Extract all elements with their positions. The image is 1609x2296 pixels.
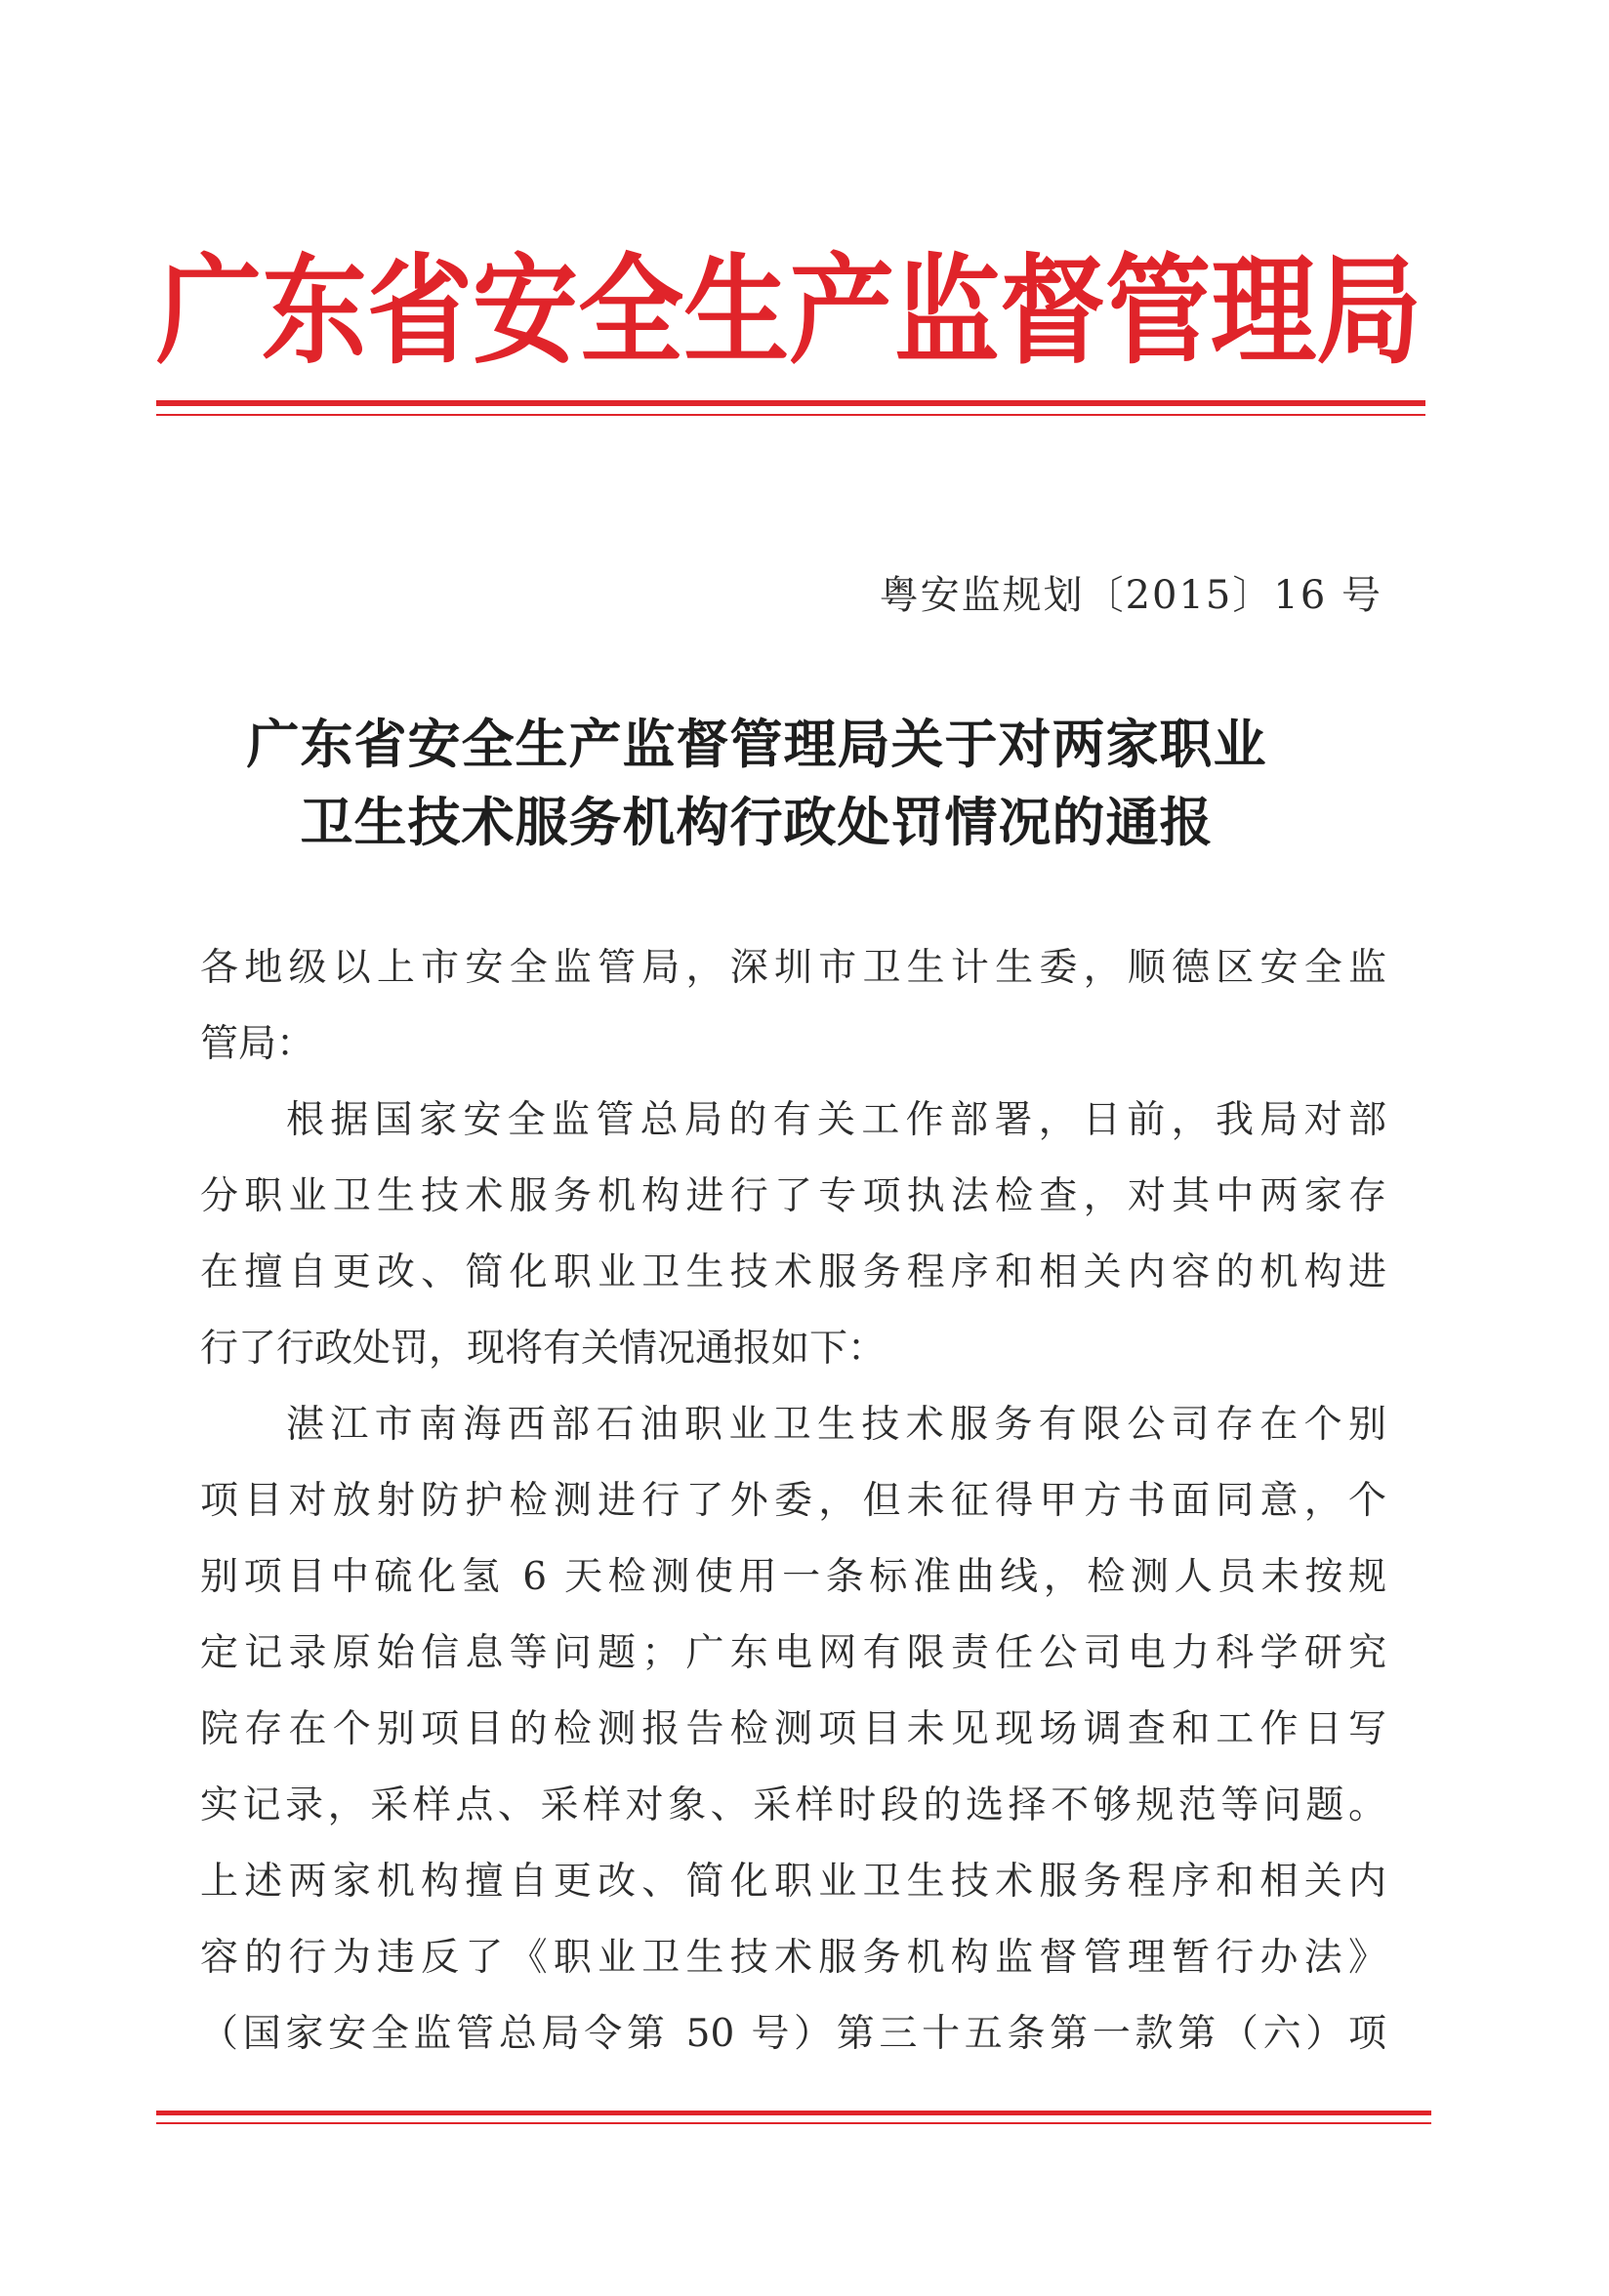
letterhead-char: 局 [1316,243,1423,381]
letterhead-char: 产 [789,243,895,381]
letterhead-char: 生 [683,243,790,381]
paragraph-line: 行了行政处罚，现将有关情况通报如下： [200,1327,887,1371]
paragraph-line: 院存在个别项目的检测报告检测项目未见现场调查和工作日写 [200,1707,1386,1751]
paragraph-line: 在擅自更改、简化职业卫生技术服务程序和相关内容的机构进 [200,1250,1386,1294]
salutation-line: 各地级以上市安全监管局，深圳市卫生计生委，顺德区安全监 [200,946,1386,990]
document-title-line-1: 广东省安全生产监督管理局关于对两家职业 [246,713,1267,775]
footer-divider-thin [156,2122,1431,2124]
document-title-line-2: 卫生技术服务机构行政处罚情况的通报 [300,791,1214,853]
paragraph-line: 分职业卫生技术服务机构进行了专项执法检查，对其中两家存 [200,1174,1386,1218]
letterhead-char: 全 [578,243,684,381]
document-number: 粤安监规划〔2015〕16 号 [879,573,1382,618]
paragraph-line: 别项目中硫化氢 6 天检测使用一条标准曲线，检测人员未按规 [200,1555,1386,1599]
header-divider-thick [156,400,1425,406]
paragraph-line: 上述两家机构擅自更改、简化职业卫生技术服务程序和相关内 [200,1860,1386,1904]
paragraph-line: 湛江市南海西部石油职业卫生技术服务有限公司存在个别 [286,1403,1386,1447]
letterhead-char: 省 [367,243,474,381]
letterhead-char: 安 [473,243,579,381]
paragraph-line: 实记录，采样点、采样对象、采样时段的选择不够规范等问题。 [200,1784,1386,1827]
paragraph-line: 根据国家安全监管总局的有关工作部署，日前，我局对部 [286,1098,1386,1142]
paragraph-line: （国家安全监管总局令第 50 号）第三十五条第一款第（六）项 [200,2012,1386,2056]
paragraph-line: 定记录原始信息等问题；广东电网有限责任公司电力科学研究 [200,1631,1386,1675]
letterhead-char: 督 [1000,243,1106,381]
paragraph-line: 容的行为违反了《职业卫生技术服务机构监督管理暂行办法》 [200,1936,1386,1980]
salutation-line: 管局： [200,1022,315,1066]
letterhead-char: 广 [156,243,263,381]
letterhead-char: 管 [1105,243,1212,381]
footer-divider-thick [156,2111,1431,2115]
letterhead-char: 东 [262,243,368,381]
letterhead-char: 监 [894,243,1001,381]
letterhead-char: 理 [1211,243,1317,381]
paragraph-line: 项目对放射防护检测进行了外委，但未征得甲方书面同意，个 [200,1479,1386,1523]
letterhead-title [156,243,1423,381]
header-divider-thin [156,414,1425,416]
